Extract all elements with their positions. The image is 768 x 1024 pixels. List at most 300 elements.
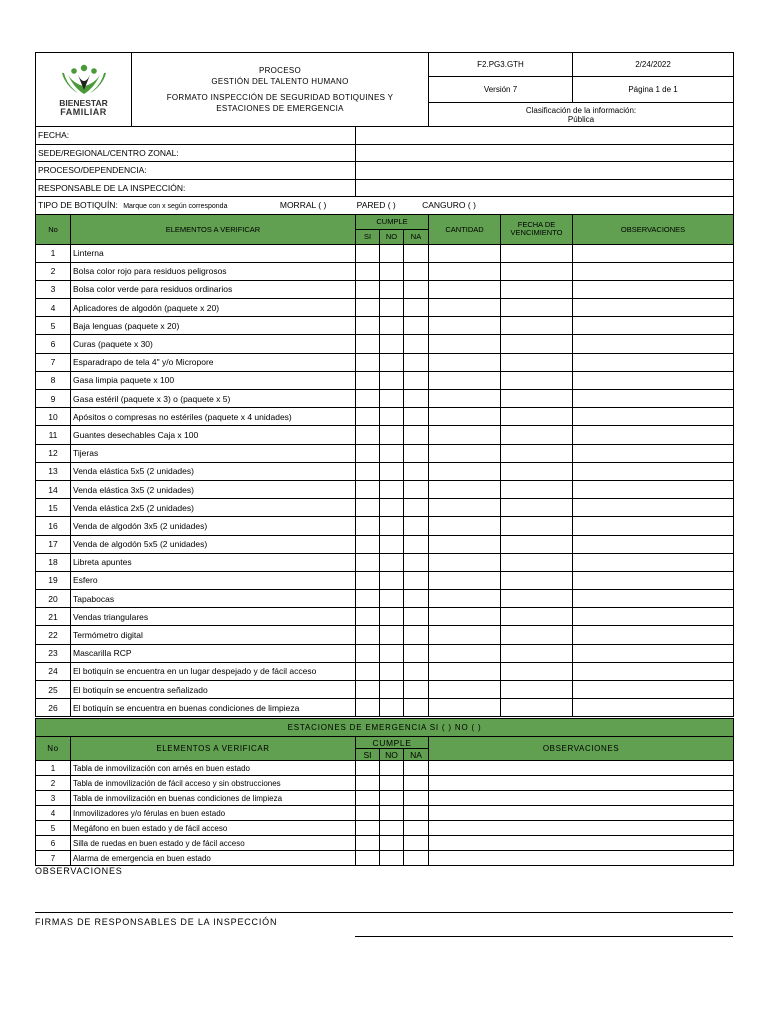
cumple-si-cell[interactable] [356, 462, 380, 480]
cumple-no-cell[interactable] [380, 821, 404, 836]
observaciones-cell[interactable] [429, 776, 734, 791]
cumple-na-cell[interactable] [404, 244, 429, 262]
row-item: Tabla de inmovilización en buenas condiciones de limpieza [71, 791, 356, 806]
fecha-vencimiento-cell[interactable] [501, 644, 573, 662]
cumple-no-cell[interactable] [380, 499, 404, 517]
cantidad-cell[interactable] [429, 280, 501, 298]
table-row [36, 499, 734, 517]
cumple-no-cell[interactable] [380, 480, 404, 498]
cumple-na-cell[interactable] [404, 299, 429, 317]
row-item: El botiquín se encuentra en un lugar despejado y de fácil acceso [71, 662, 356, 680]
cantidad-cell[interactable] [429, 662, 501, 680]
observaciones-cell[interactable] [573, 590, 734, 608]
proceso-field[interactable] [356, 162, 734, 180]
row-number: 23 [36, 644, 71, 662]
row-number: 26 [36, 699, 71, 717]
cumple-na-cell[interactable] [404, 553, 429, 571]
observaciones-label: OBSERVACIONES [35, 866, 123, 876]
classification [429, 103, 734, 127]
row-number: 25 [36, 681, 71, 699]
observaciones-cell[interactable] [573, 317, 734, 335]
emerg-col-si: SI [356, 749, 380, 761]
cantidad-cell[interactable] [429, 681, 501, 699]
fecha-vencimiento-cell[interactable] [501, 608, 573, 626]
table-row [36, 851, 734, 866]
document-version: Versión 7 [429, 77, 573, 103]
form-fields-table [35, 126, 734, 215]
document-page: Página 1 de 1 [573, 77, 734, 103]
cumple-na-cell[interactable] [404, 371, 429, 389]
row-number: 7 [36, 353, 71, 371]
document-date: 2/24/2022 [573, 53, 734, 77]
sede-field[interactable] [356, 144, 734, 162]
row-item: Vendas triangulares [71, 608, 356, 626]
emergency-title: ESTACIONES DE EMERGENCIA SI ( ) NO ( ) [36, 719, 734, 737]
cumple-si-cell[interactable] [356, 262, 380, 280]
cumple-si-cell[interactable] [356, 353, 380, 371]
observaciones-cell[interactable] [573, 426, 734, 444]
fecha-vencimiento-cell[interactable] [501, 390, 573, 408]
observaciones-cell[interactable] [573, 262, 734, 280]
logo [36, 53, 132, 127]
cumple-na-cell[interactable] [404, 353, 429, 371]
fecha-vencimiento-cell[interactable] [501, 244, 573, 262]
cantidad-cell[interactable] [429, 480, 501, 498]
table-row [36, 553, 734, 571]
cantidad-cell[interactable] [429, 353, 501, 371]
emerg-col-cumple: CUMPLE [356, 737, 429, 749]
observaciones-cell[interactable] [573, 335, 734, 353]
cumple-no-cell[interactable] [380, 791, 404, 806]
observaciones-cell[interactable] [573, 480, 734, 498]
row-item: Linterna [71, 244, 356, 262]
cantidad-cell[interactable] [429, 462, 501, 480]
cumple-na-cell[interactable] [404, 626, 429, 644]
row-item: Tapabocas [71, 590, 356, 608]
table-row [36, 836, 734, 851]
cumple-si-cell[interactable] [356, 444, 380, 462]
proceso-label: PROCESO/DEPENDENCIA: [36, 162, 356, 180]
cumple-no-cell[interactable] [380, 626, 404, 644]
cumple-no-cell[interactable] [380, 371, 404, 389]
fecha-vencimiento-cell[interactable] [501, 353, 573, 371]
row-number: 1 [36, 244, 71, 262]
cumple-si-cell[interactable] [356, 408, 380, 426]
observaciones-cell[interactable] [429, 821, 734, 836]
fecha-vencimiento-cell[interactable] [501, 317, 573, 335]
fecha-vencimiento-cell[interactable] [501, 335, 573, 353]
observaciones-cell[interactable] [573, 662, 734, 680]
firmas-label: FIRMAS DE RESPONSABLES DE LA INSPECCIÓN [35, 917, 278, 927]
row-item: Tabla de inmovilización con arnés en buen estado [71, 761, 356, 776]
row-number: 5 [36, 317, 71, 335]
cumple-no-cell[interactable] [380, 806, 404, 821]
fecha-vencimiento-cell[interactable] [501, 408, 573, 426]
cumple-si-cell[interactable] [356, 851, 380, 866]
row-number: 6 [36, 335, 71, 353]
fecha-vencimiento-cell[interactable] [501, 699, 573, 717]
cantidad-cell[interactable] [429, 499, 501, 517]
cumple-no-cell[interactable] [380, 608, 404, 626]
observaciones-cell[interactable] [573, 499, 734, 517]
observaciones-cell[interactable] [573, 280, 734, 298]
cumple-no-cell[interactable] [380, 851, 404, 866]
fecha-label: FECHA: [36, 127, 356, 145]
row-number: 13 [36, 462, 71, 480]
observaciones-cell[interactable] [573, 644, 734, 662]
cantidad-cell[interactable] [429, 408, 501, 426]
cantidad-cell[interactable] [429, 444, 501, 462]
fecha-vencimiento-cell[interactable] [501, 571, 573, 589]
row-item: Bolsa color verde para residuos ordinarios [71, 280, 356, 298]
row-number: 17 [36, 535, 71, 553]
cumple-na-cell[interactable] [404, 335, 429, 353]
cumple-no-cell[interactable] [380, 244, 404, 262]
cumple-na-cell[interactable] [404, 776, 429, 791]
botiquin-table [35, 214, 734, 718]
cumple-na-cell[interactable] [404, 499, 429, 517]
table-row [36, 571, 734, 589]
emerg-col-na: NA [404, 749, 429, 761]
cumple-si-cell[interactable] [356, 761, 380, 776]
cumple-si-cell[interactable] [356, 571, 380, 589]
cumple-si-cell[interactable] [356, 662, 380, 680]
cumple-no-cell[interactable] [380, 662, 404, 680]
row-item: Mascarilla RCP [71, 644, 356, 662]
row-number: 4 [36, 299, 71, 317]
cumple-na-cell[interactable] [404, 644, 429, 662]
morral-option[interactable]: MORRAL ( ) [279, 200, 327, 211]
cumple-si-cell[interactable] [356, 681, 380, 699]
row-item: Tabla de inmovilización de fácil acceso y sin obstrucciones [71, 776, 356, 791]
table-row [36, 699, 734, 717]
row-number: 19 [36, 571, 71, 589]
observaciones-cell[interactable] [573, 517, 734, 535]
observaciones-cell[interactable] [573, 626, 734, 644]
cumple-si-cell[interactable] [356, 280, 380, 298]
cumple-si-cell[interactable] [356, 699, 380, 717]
cumple-si-cell[interactable] [356, 390, 380, 408]
fecha-vencimiento-cell[interactable] [501, 499, 573, 517]
table-row [36, 426, 734, 444]
cumple-no-cell[interactable] [380, 535, 404, 553]
cumple-si-cell[interactable] [356, 791, 380, 806]
cumple-no-cell[interactable] [380, 776, 404, 791]
observaciones-cell[interactable] [573, 244, 734, 262]
cumple-si-cell[interactable] [356, 836, 380, 851]
row-number: 2 [36, 262, 71, 280]
cumple-si-cell[interactable] [356, 806, 380, 821]
fecha-vencimiento-cell[interactable] [501, 535, 573, 553]
observaciones-cell[interactable] [573, 371, 734, 389]
cumple-si-cell[interactable] [356, 371, 380, 389]
fecha-vencimiento-cell[interactable] [501, 426, 573, 444]
cumple-si-cell[interactable] [356, 480, 380, 498]
col-na: NA [404, 229, 429, 244]
row-number: 2 [36, 776, 71, 791]
fecha-vencimiento-cell[interactable] [501, 517, 573, 535]
cantidad-cell[interactable] [429, 535, 501, 553]
row-item: Bolsa color rojo para residuos peligrosos [71, 262, 356, 280]
classification-line2: Pública [567, 114, 595, 124]
pared-option[interactable]: PARED ( ) [356, 200, 396, 211]
format-title-line2: ESTACIONES DE EMERGENCIA [216, 104, 344, 113]
row-number: 22 [36, 626, 71, 644]
row-number: 18 [36, 553, 71, 571]
cumple-na-cell[interactable] [404, 699, 429, 717]
cumple-no-cell[interactable] [380, 699, 404, 717]
cumple-no-cell[interactable] [380, 353, 404, 371]
cumple-na-cell[interactable] [404, 517, 429, 535]
cumple-si-cell[interactable] [356, 499, 380, 517]
cumple-na-cell[interactable] [404, 662, 429, 680]
document-code: F2.PG3.GTH [429, 53, 573, 77]
signature-line-top [35, 912, 733, 913]
row-item: Venda elástica 5x5 (2 unidades) [71, 462, 356, 480]
logo-line2: FAMILIAR [60, 106, 107, 117]
fecha-field[interactable] [356, 127, 734, 145]
fecha-vencimiento-cell[interactable] [501, 444, 573, 462]
table-row [36, 444, 734, 462]
cantidad-cell[interactable] [429, 371, 501, 389]
cantidad-cell[interactable] [429, 699, 501, 717]
col-no: No [36, 214, 71, 244]
process-name: GESTIÓN DEL TALENTO HUMANO [211, 77, 349, 86]
cumple-na-cell[interactable] [404, 444, 429, 462]
col-no-cumple: NO [380, 229, 404, 244]
cantidad-cell[interactable] [429, 553, 501, 571]
table-row [36, 806, 734, 821]
emerg-col-elementos: ELEMENTOS A VERIFICAR [71, 737, 356, 761]
cantidad-cell[interactable] [429, 262, 501, 280]
cumple-si-cell[interactable] [356, 644, 380, 662]
cumple-no-cell[interactable] [380, 681, 404, 699]
row-number: 5 [36, 821, 71, 836]
cantidad-cell[interactable] [429, 571, 501, 589]
fecha-vencimiento-cell[interactable] [501, 371, 573, 389]
cumple-si-cell[interactable] [356, 244, 380, 262]
table-row [36, 408, 734, 426]
cumple-si-cell[interactable] [356, 426, 380, 444]
cumple-no-cell[interactable] [380, 644, 404, 662]
observaciones-cell[interactable] [429, 806, 734, 821]
row-item: Libreta apuntes [71, 553, 356, 571]
fecha-vencimiento-cell[interactable] [501, 681, 573, 699]
row-item: Guantes desechables Caja x 100 [71, 426, 356, 444]
tipo-botiquin-row [36, 197, 734, 215]
observaciones-cell[interactable] [573, 553, 734, 571]
cantidad-cell[interactable] [429, 317, 501, 335]
cumple-si-cell[interactable] [356, 317, 380, 335]
observaciones-cell[interactable] [573, 699, 734, 717]
observaciones-cell[interactable] [573, 390, 734, 408]
canguro-option[interactable]: CANGURO ( ) [422, 200, 476, 211]
cumple-si-cell[interactable] [356, 517, 380, 535]
fecha-vencimiento-cell[interactable] [501, 480, 573, 498]
cumple-si-cell[interactable] [356, 590, 380, 608]
cumple-na-cell[interactable] [404, 280, 429, 298]
emergency-table [35, 718, 734, 866]
cantidad-cell[interactable] [429, 335, 501, 353]
row-number: 15 [36, 499, 71, 517]
observaciones-cell[interactable] [573, 299, 734, 317]
table-row [36, 462, 734, 480]
cumple-no-cell[interactable] [380, 426, 404, 444]
fecha-vencimiento-cell[interactable] [501, 662, 573, 680]
process-title [132, 53, 429, 127]
observaciones-cell[interactable] [573, 535, 734, 553]
cantidad-cell[interactable] [429, 299, 501, 317]
observaciones-cell[interactable] [573, 681, 734, 699]
col-elementos: ELEMENTOS A VERIFICAR [71, 214, 356, 244]
cumple-na-cell[interactable] [404, 681, 429, 699]
row-number: 3 [36, 280, 71, 298]
row-number: 1 [36, 761, 71, 776]
observaciones-cell[interactable] [573, 444, 734, 462]
table-row [36, 626, 734, 644]
observaciones-cell[interactable] [573, 608, 734, 626]
tipo-hint: Marque con x según corresponda [123, 203, 228, 211]
cantidad-cell[interactable] [429, 244, 501, 262]
fecha-vencimiento-cell[interactable] [501, 590, 573, 608]
cumple-si-cell[interactable] [356, 776, 380, 791]
cantidad-cell[interactable] [429, 626, 501, 644]
cumple-na-cell[interactable] [404, 408, 429, 426]
emerg-col-observaciones: OBSERVACIONES [429, 737, 734, 761]
observaciones-cell[interactable] [573, 408, 734, 426]
table-row [36, 280, 734, 298]
cumple-na-cell[interactable] [404, 317, 429, 335]
cantidad-cell[interactable] [429, 644, 501, 662]
fecha-vencimiento-cell[interactable] [501, 280, 573, 298]
cumple-na-cell[interactable] [404, 590, 429, 608]
cumple-na-cell[interactable] [404, 836, 429, 851]
responsable-field[interactable] [356, 179, 734, 197]
cumple-no-cell[interactable] [380, 444, 404, 462]
cumple-na-cell[interactable] [404, 262, 429, 280]
row-item: Apósitos o compresas no estériles (paquete x 4 unidades) [71, 408, 356, 426]
cumple-no-cell[interactable] [380, 761, 404, 776]
cumple-si-cell[interactable] [356, 299, 380, 317]
observaciones-cell[interactable] [429, 851, 734, 866]
cumple-no-cell[interactable] [380, 390, 404, 408]
row-item: Venda de algodón 5x5 (2 unidades) [71, 535, 356, 553]
cumple-no-cell[interactable] [380, 590, 404, 608]
emerg-col-no: No [36, 737, 71, 761]
row-item: El botiquín se encuentra señalizado [71, 681, 356, 699]
observaciones-cell[interactable] [429, 791, 734, 806]
row-item: Megáfono en buen estado y de fácil acceso [71, 821, 356, 836]
cumple-si-cell[interactable] [356, 608, 380, 626]
bienestar-familiar-logo-icon [54, 63, 114, 97]
cumple-si-cell[interactable] [356, 535, 380, 553]
row-item: Curas (paquete x 30) [71, 335, 356, 353]
col-cumple: CUMPLE [356, 214, 429, 229]
cumple-no-cell[interactable] [380, 408, 404, 426]
row-item: Alarma de emergencia en buen estado [71, 851, 356, 866]
fecha-vencimiento-cell[interactable] [501, 462, 573, 480]
table-row [36, 480, 734, 498]
cantidad-cell[interactable] [429, 590, 501, 608]
cantidad-cell[interactable] [429, 608, 501, 626]
cumple-na-cell[interactable] [404, 426, 429, 444]
cantidad-cell[interactable] [429, 517, 501, 535]
cumple-no-cell[interactable] [380, 462, 404, 480]
observaciones-cell[interactable] [573, 571, 734, 589]
observaciones-cell[interactable] [429, 836, 734, 851]
header-table [35, 52, 734, 127]
cumple-si-cell[interactable] [356, 335, 380, 353]
cumple-na-cell[interactable] [404, 390, 429, 408]
row-number: 7 [36, 851, 71, 866]
table-row [36, 317, 734, 335]
cumple-no-cell[interactable] [380, 571, 404, 589]
cumple-no-cell[interactable] [380, 553, 404, 571]
cumple-na-cell[interactable] [404, 571, 429, 589]
fecha-vencimiento-cell[interactable] [501, 299, 573, 317]
cumple-no-cell[interactable] [380, 299, 404, 317]
cumple-na-cell[interactable] [404, 462, 429, 480]
cumple-na-cell[interactable] [404, 761, 429, 776]
fecha-vencimiento-cell[interactable] [501, 262, 573, 280]
cumple-si-cell[interactable] [356, 553, 380, 571]
observaciones-cell[interactable] [573, 353, 734, 371]
observaciones-cell[interactable] [573, 462, 734, 480]
cumple-si-cell[interactable] [356, 626, 380, 644]
cumple-na-cell[interactable] [404, 791, 429, 806]
row-item: Inmovilizadores y/o férulas en buen estado [71, 806, 356, 821]
row-number: 11 [36, 426, 71, 444]
cumple-na-cell[interactable] [404, 535, 429, 553]
cantidad-cell[interactable] [429, 390, 501, 408]
table-row [36, 262, 734, 280]
observaciones-cell[interactable] [429, 761, 734, 776]
cumple-na-cell[interactable] [404, 821, 429, 836]
cumple-no-cell[interactable] [380, 262, 404, 280]
responsable-label: RESPONSABLE DE LA INSPECCIÓN: [36, 179, 356, 197]
row-number: 8 [36, 371, 71, 389]
cumple-na-cell[interactable] [404, 851, 429, 866]
signature-line[interactable] [355, 936, 733, 937]
cumple-no-cell[interactable] [380, 317, 404, 335]
row-item: Venda elástica 3x5 (2 unidades) [71, 480, 356, 498]
row-item: Gasa estéril (paquete x 3) o (paquete x 5) [71, 390, 356, 408]
col-observaciones: OBSERVACIONES [573, 214, 734, 244]
table-row [36, 761, 734, 776]
table-row [36, 371, 734, 389]
cumple-si-cell[interactable] [356, 821, 380, 836]
cumple-no-cell[interactable] [380, 280, 404, 298]
col-fecha-line1: FECHA DE [517, 220, 556, 229]
cumple-no-cell[interactable] [380, 335, 404, 353]
table-row [36, 608, 734, 626]
cumple-no-cell[interactable] [380, 836, 404, 851]
fecha-vencimiento-cell[interactable] [501, 553, 573, 571]
cumple-na-cell[interactable] [404, 480, 429, 498]
table-row [36, 353, 734, 371]
row-item: Aplicadores de algodón (paquete x 20) [71, 299, 356, 317]
table-row [36, 590, 734, 608]
table-row [36, 390, 734, 408]
cantidad-cell[interactable] [429, 426, 501, 444]
fecha-vencimiento-cell[interactable] [501, 626, 573, 644]
row-item: Esparadrapo de tela 4" y/o Micropore [71, 353, 356, 371]
cumple-na-cell[interactable] [404, 806, 429, 821]
cumple-no-cell[interactable] [380, 517, 404, 535]
row-item: Esfero [71, 571, 356, 589]
cumple-na-cell[interactable] [404, 608, 429, 626]
row-item: Baja lenguas (paquete x 20) [71, 317, 356, 335]
